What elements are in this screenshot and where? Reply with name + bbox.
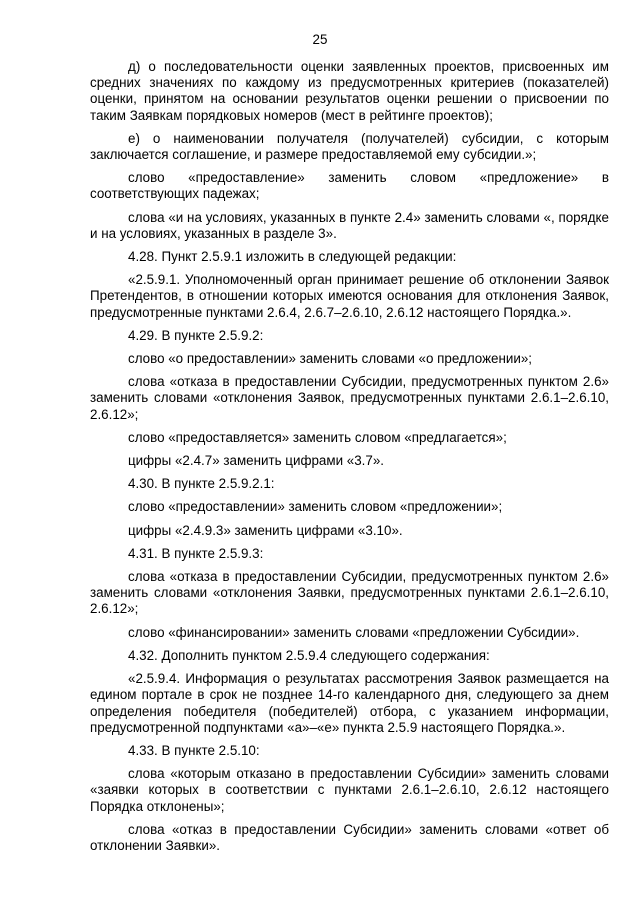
page-number: 25 (312, 32, 328, 47)
paragraph-item-4-30: 4.30. В пункте 2.5.9.2.1: (128, 476, 275, 492)
paragraph-4-30-b: цифры «2.4.9.3» заменить цифрами «3.10». (128, 522, 403, 538)
paragraph-4-29-a: слово «о предоставлении» заменить словами «о предложении»; (128, 351, 533, 367)
paragraph-4-29-d: цифры «2.4.7» заменить цифрами «3.7». (128, 453, 384, 469)
paragraph-4-29-c: слово «предоставляется» заменить словом «предлагается»; (128, 429, 507, 445)
paragraph-4-29-b: слова «отказа в предоставлении Субсидии, предусмотренных пунктом 2.6» заменить словами «отклонения Заявок, предусмотренных пунктами 2.6.1–2.6.10, 2.6.12»; (90, 374, 609, 422)
paragraph-4-30-a: слово «предоставлении» заменить словом «предложении»; (128, 499, 503, 515)
paragraph-item-4-28: 4.28. Пункт 2.5.9.1 изложить в следующей редакции: (128, 249, 457, 265)
paragraph-2-5-9-1-text: «2.5.9.1. Уполномоченный орган принимает решение об отклонении Заявок Претендентов, в отношении которых имеются основания для отклонения Заявок, предусмотренные пунктами 2.6.4, 2.6.7–2.6.10, 2.6.12 настоящего Порядка.». (90, 272, 609, 320)
paragraph-4-33-b: слова «отказ в предоставлении Субсидии» заменить словами «ответ об отклонении Заявки». (90, 821, 609, 853)
paragraph-word-provision: слово «предоставление» заменить словом «предложение» в соответствующих падежах; (90, 170, 609, 202)
paragraph-d-sequence: д) о последовательности оценки заявленных проектов, присвоенных им средних значениях по каждому из предусмотренных критериев (показателей) оценки, принятом на основании результатов оценки решении о присвоении по таким Заявкам порядковых номеров (мест в рейтинге проектов); (90, 59, 609, 123)
document-body (90, 59, 609, 861)
paragraph-e-recipient: е) о наименовании получателя (получателей) субсидии, с которым заключается соглашение, и размере предоставляемой ему субсидии.»; (90, 130, 609, 163)
paragraph-item-4-31: 4.31. В пункте 2.5.9.3: (128, 545, 264, 561)
paragraph-words-conditions: слова «и на условиях, указанных в пункте 2.4» заменить словами «, порядке и на условиях, указанных в разделе 3». (90, 209, 609, 241)
paragraph-2-5-9-4-text: «2.5.9.4. Информация о результатах рассмотрения Заявок размещается на едином портале в срок не позднее 14-го календарного дня, следующего за днем определения победителя (победителей) отбора, с указанием информации, предусмотренной подпунктами «а»–«е» пункта 2.5.9 настоящего Порядка.». (90, 671, 609, 735)
paragraph-4-33-a: слова «которым отказано в предоставлении Субсидии» заменить словами «заявки которых в соответствии с пунктами 2.6.1–2.6.10, 2.6.12 настоящего Порядка отклонены»; (90, 766, 609, 814)
paragraph-4-31-b: слово «финансировании» заменить словами «предложении Субсидии». (128, 624, 580, 640)
paragraph-4-31-a: слова «отказа в предоставлении Субсидии, предусмотренных пунктом 2.6» заменить словами «отклонения Заявки, предусмотренных пунктами 2.6.1–2.6.10, 2.6.12»; (90, 569, 609, 617)
paragraph-item-4-29: 4.29. В пункте 2.5.9.2: (128, 327, 264, 343)
paragraph-item-4-33: 4.33. В пункте 2.5.10: (128, 742, 260, 758)
paragraph-item-4-32: 4.32. Дополнить пунктом 2.5.9.4 следующего содержания: (128, 647, 490, 663)
